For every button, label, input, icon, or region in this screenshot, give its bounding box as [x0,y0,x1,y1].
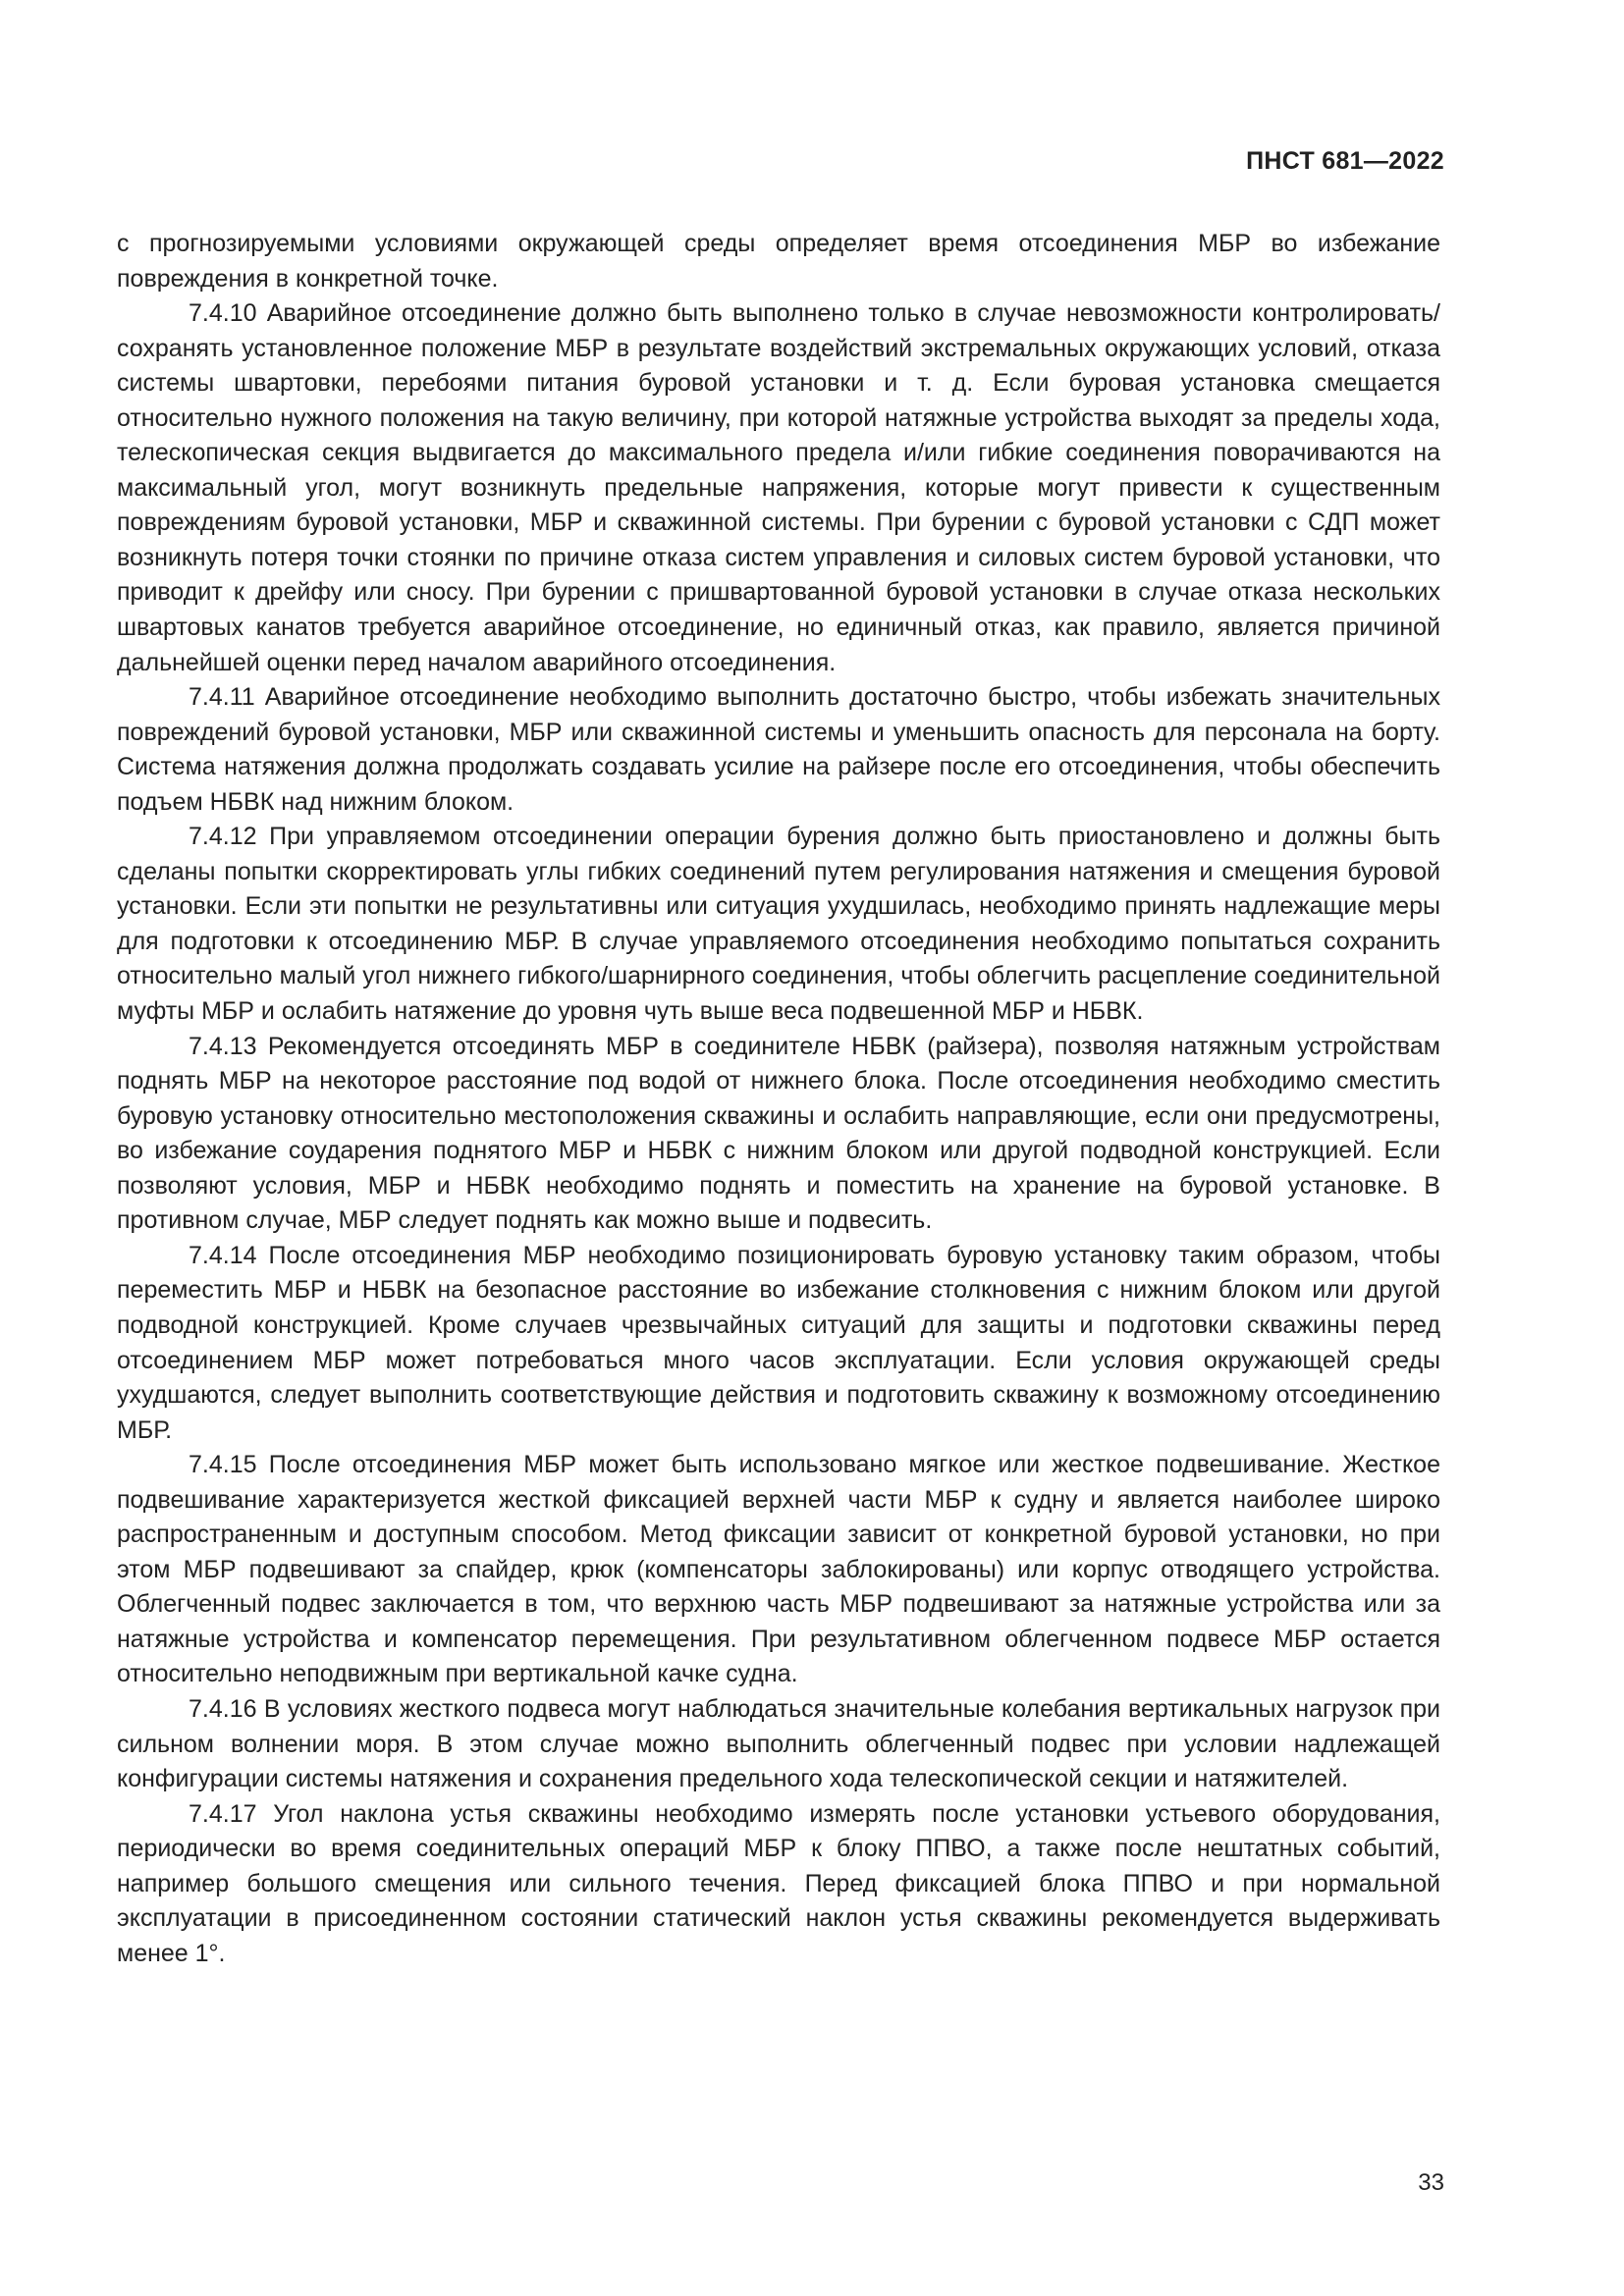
body-text [117,227,1440,1971]
page-number: 33 [1418,2169,1444,2196]
paragraph-7-4-16: 7.4.16 В условиях жесткого подвеса могут наблюдаться значительные колебания вертикальных нагрузок при сильном волнении моря. В этом случае можно выполнить облегченный подвес при условии надлежащей конфигурации системы натяжения и сохранения предельного хода телескопической секции и натяжителей. [117,1694,1440,1793]
document-code: ПНСТ 681—2022 [1246,147,1444,175]
paragraph-7-4-15: 7.4.15 После отсоединения МБР может быть использовано мягкое или жесткое подвешивание. Жесткое подвешивание характеризуется жесткой фиксацией верхней части МБР к судну и является наиболее широко распространенным и доступным способом. Метод фиксации зависит от конкретной буровой установки, но при этом МБР подвешивают за спайдер, крюк (компенсаторы заблокированы) или корпус отводящего устройства. Облегченный подвес заключается в том, что верхнюю часть МБР подвешивают за натяжные устройства или за натяжные устройства и компенсатор перемещения. При результативном облегченном подвесе МБР остается относительно неподвижным при вертикальной качке судна. [117,1451,1440,1688]
paragraph-continuation: с прогнозируемыми условиями окружающей среды определяет время отсоединения МБР во избежание повреждения в конкретной точке. [117,230,1440,293]
paragraph-7-4-10: 7.4.10 Аварийное отсоединение должно быть выполнено только в случае невозможности контролировать/сохранять установленное положение МБР в результате воздействий экстремальных окружающих условий, отказа системы швартовки, перебоями питания буровой установки и т. д. Если буровая установка смещается относительно нужного положения на такую величину, при которой натяжные устройства выходят за пределы хода, телескопическая секция выдвигается до максимального предела и/или гибкие соединения поворачиваются на максимальный угол, могут возникнуть предельные напряжения, которые могут привести к существенным повреждениям буровой установки, МБР и скважинной системы. При бурении с буровой установки с СДП может возникнуть потеря точки стоянки по причине отказа систем управления и силовых систем буровой установки, что приводит к дрейфу или сносу. При бурении с пришвартованной буровой установки в случае отказа нескольких швартовых канатов требуется аварийное отсоединение, но единичный отказ, как правило, является причиной дальнейшей оценки перед началом аварийного отсоединения. [117,299,1440,676]
paragraph-7-4-12: 7.4.12 При управляемом отсоединении операции бурения должно быть приостановлено и должны быть сделаны попытки скорректировать углы гибких соединений путем регулирования натяжения и смещения буровой установки. Если эти попытки не результативны или ситуация ухудшилась, необходимо принять надлежащие меры для подготовки к отсоединению МБР. В случае управляемого отсоединения необходимо попытаться сохранить относительно малый угол нижнего гибкого/шарнирного соединения, чтобы облегчить расцепление соединительной муфты МБР и ослабить натяжение до уровня чуть выше веса подвешенной МБР и НБВК. [117,823,1440,1026]
paragraph-7-4-13: 7.4.13 Рекомендуется отсоединять МБР в соединителе НБВК (райзера), позволяя натяжным устройствам поднять МБР на некоторое расстояние под водой от нижнего блока. После отсоединения необходимо сместить буровую установку относительно местоположения скважины и ослабить направляющие, если они предусмотрены, во избежание соударения поднятого МБР и НБВК с нижним блоком или другой подводной конструкцией. Если позволяют условия, МБР и НБВК необходимо поднять и поместить на хранение на буровой установке. В противном случае, МБР следует поднять как можно выше и подвесить. [117,1032,1440,1235]
paragraph-7-4-11: 7.4.11 Аварийное отсоединение необходимо выполнить достаточно быстро, чтобы избежать значительных повреждений буровой установки, МБР или скважинной системы и уменьшить опасность для персонала на борту. Система натяжения должна продолжать создавать усилие на райзере после его отсоединения, чтобы обеспечить подъем НБВК над нижним блоком. [117,683,1440,816]
paragraph-7-4-17: 7.4.17 Угол наклона устья скважины необходимо измерять после установки устьевого оборудования, периодически во время соединительных операций МБР к блоку ППВО, а также после нештатных событий, например большого смещения или сильного течения. Перед фиксацией блока ППВО и при нормальной эксплуатации в присоединенном состоянии статический наклон устья скважины рекомендуется выдерживать менее 1°. [117,1799,1440,1967]
paragraph-7-4-14: 7.4.14 После отсоединения МБР необходимо позиционировать буровую установку таким образом, чтобы переместить МБР и НБВК на безопасное расстояние во избежание столкновения с нижним блоком или другой подводной конструкцией. Кроме случаев чрезвычайных ситуаций для защиты и подготовки скважины перед отсоединением МБР может потребоваться много часов эксплуатации. Если условия окружающей среды ухудшаются, следует выполнить соответствующие действия и подготовить скважину к возможному отсоединению МБР. [117,1241,1440,1444]
